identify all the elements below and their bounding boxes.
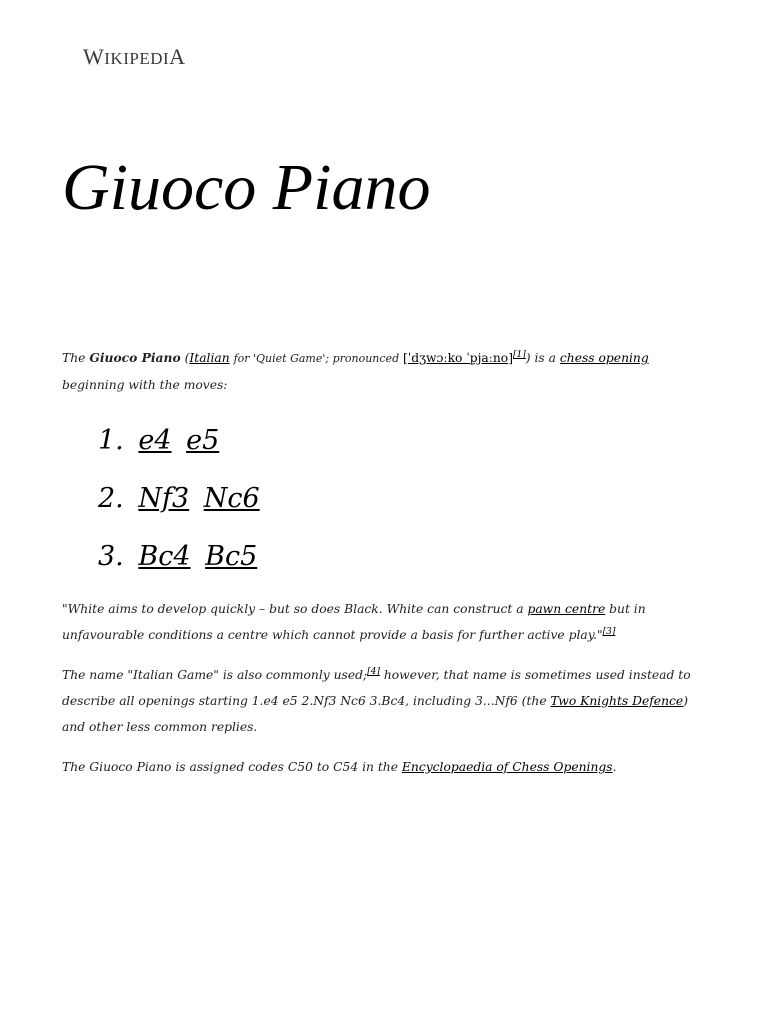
move-number: 1.: [98, 425, 124, 456]
move-number: 3.: [98, 541, 124, 572]
ref-3-link[interactable]: [3]: [602, 626, 616, 637]
intro-bold-name: Giuoco Piano: [89, 350, 181, 365]
eco-part-2: .: [612, 760, 617, 774]
article-body: [62, 345, 712, 780]
intro-open-paren: (: [184, 351, 190, 365]
move-white-link[interactable]: Nf3: [138, 483, 190, 514]
wordmark-middle: IKIPEDI: [104, 49, 170, 68]
intro-for-quiet: for 'Quiet Game'; pronounced: [233, 352, 400, 365]
wikipedia-wordmark[interactable]: [83, 44, 186, 70]
move-black-link[interactable]: Nc6: [203, 483, 260, 514]
italian-part-3: ) and other less common replies.: [62, 694, 688, 734]
ref-4-link[interactable]: [4]: [367, 666, 380, 677]
move-white-link[interactable]: e4: [138, 425, 172, 456]
italian-link[interactable]: Italian: [189, 351, 230, 365]
eco-part-1: The Giuoco Piano is assigned codes C50 to C54 in the: [62, 760, 398, 774]
move-black-link[interactable]: Bc5: [205, 541, 258, 572]
move-item: [98, 412, 712, 470]
page-title: Giuoco Piano: [62, 151, 431, 224]
move-black-link[interactable]: e5: [186, 425, 220, 456]
intro-paragraph: [62, 345, 712, 398]
quote-part-1: "White aims to develop quickly – but so does Black. White can construct a: [62, 602, 524, 616]
quote-part-2: but in unfavourable conditions a centre which cannot provide a basis for further active play.": [62, 602, 646, 642]
quote-paragraph: [62, 596, 712, 648]
ipa-pronunciation-link[interactable]: [ˈdʒwɔːko ˈpjaːno]: [403, 351, 514, 365]
two-knights-defence-link[interactable]: Two Knights Defence: [550, 694, 684, 708]
eco-link[interactable]: Encyclopaedia of Chess Openings: [401, 760, 613, 774]
move-item: [98, 470, 712, 528]
italian-game-paragraph: [62, 662, 712, 740]
wordmark-initial: W: [83, 44, 105, 69]
intro-beginning: beginning with the moves:: [62, 378, 228, 392]
move-white-link[interactable]: Bc4: [138, 541, 191, 572]
intro-close-paren: ): [525, 351, 531, 365]
pawn-centre-link[interactable]: pawn centre: [527, 602, 606, 616]
eco-paragraph: [62, 754, 712, 780]
intro-the: The: [62, 351, 86, 365]
italian-part-2: however, that name is sometimes used instead to describe all openings starting 1.e4 e5 2.Nf3 Nc6 3.Bc4, including 3...Nf6 (the: [62, 668, 691, 708]
italian-part-1: The name "Italian Game" is also commonly used;: [62, 668, 368, 682]
ref-1-link[interactable]: [1]: [513, 349, 526, 360]
wordmark-final: A: [169, 44, 186, 69]
intro-is-a: is a: [534, 351, 556, 365]
move-item: [98, 528, 712, 586]
move-number: 2.: [98, 483, 124, 514]
chess-opening-link[interactable]: chess opening: [559, 351, 649, 365]
moves-list: [62, 412, 712, 586]
